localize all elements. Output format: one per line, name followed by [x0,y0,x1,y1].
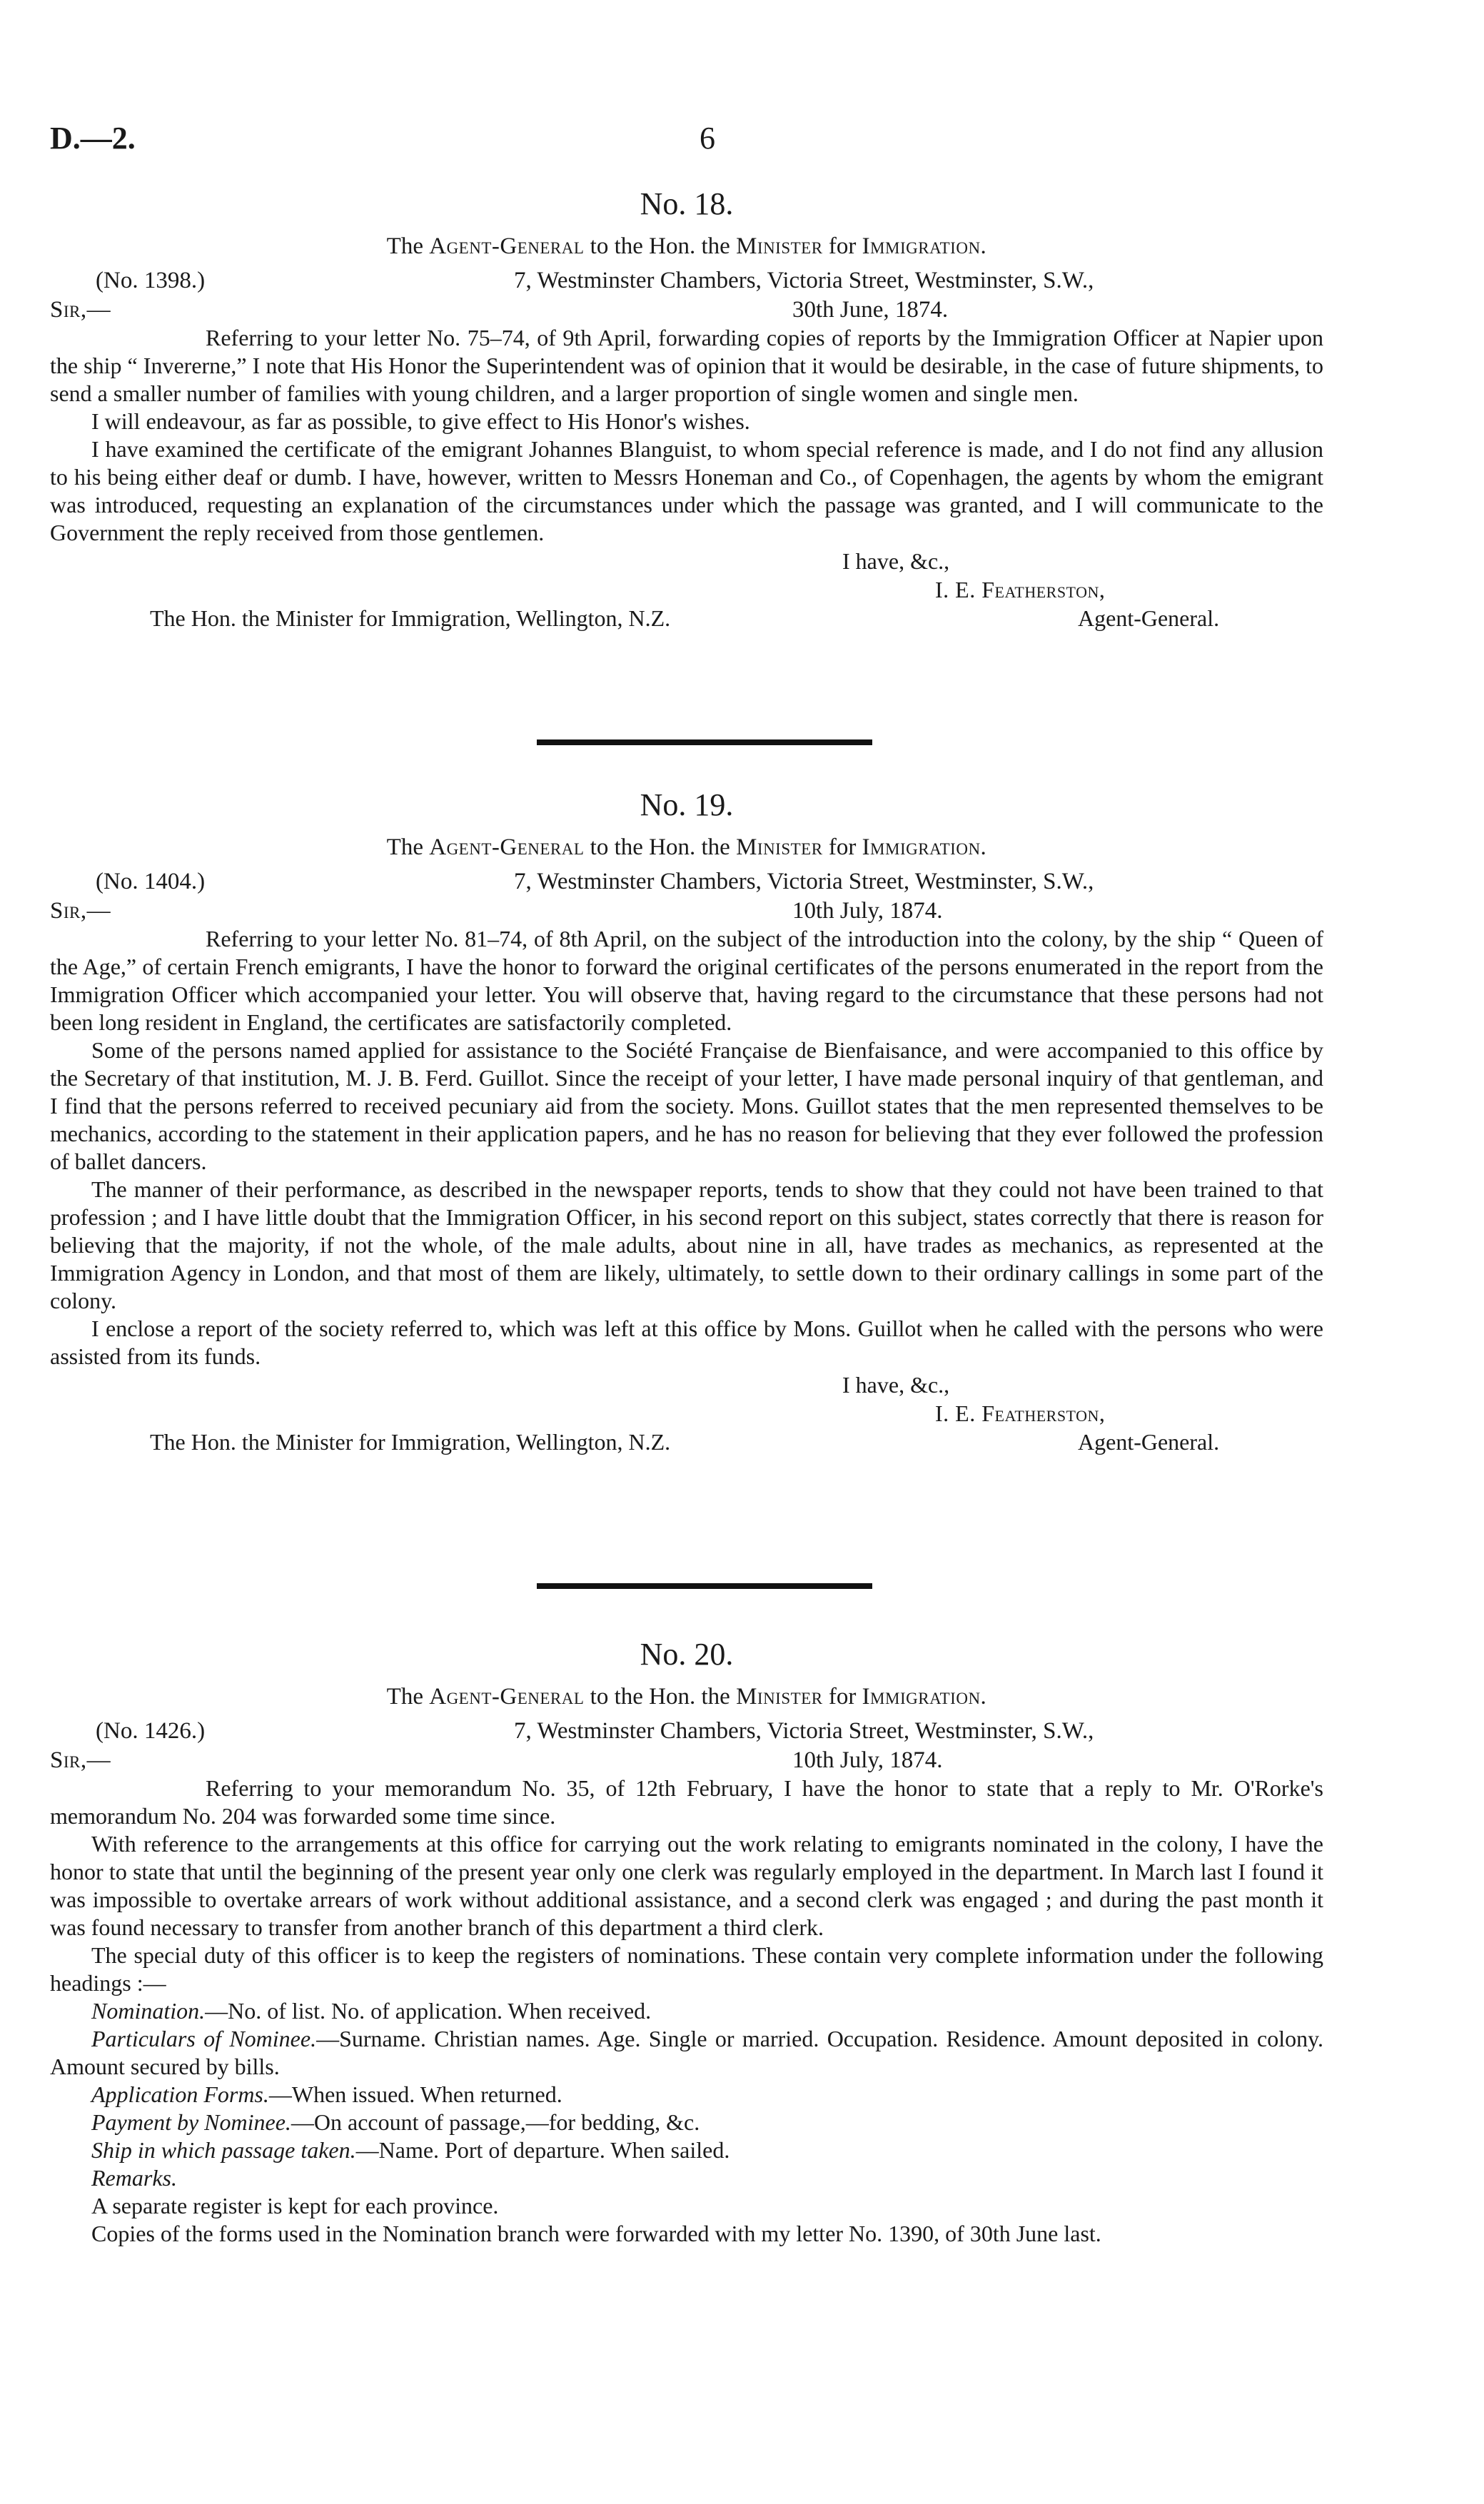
paragraph: The manner of their performance, as described in the newspaper reports, tends to show that they could not have been trained to that profession ; and I have little doubt that the Immigration Officer, in his second report on this subject, states correctly that there is reason for believing that the majority, if not the whole, of the male adults, about nine in all, have trades as mechanics, as represented at the Immigration Agency in London, and that most of them are likely, ultimately, to settle down to their ordinary callings in some part of the colony. [50,1176,1323,1313]
section-divider [537,1583,872,1589]
title-to: Minister [736,834,823,860]
signatory-position: Agent-General. [1078,605,1220,631]
letter-number: No. 20. [640,1637,734,1672]
paragraph: Some of the persons named applied for assistance to the Société Française de Bienfaisance, and were accompanied to this office by the Secretary of that institution, M. J. B. Ferd. Guillot. Since the receipt of your letter, I have made personal inquiry of that gentleman, and I find that the persons referred to received pecuniary aid from the society. Mons. Guillot states that the men represented themselves to be mechanics, according to the statement in their application papers, and he has no reason for believing that they ever followed the profession of ballet dancers. [50,1037,1323,1174]
reference-row [50,1716,1323,1746]
register-heading [50,2025,1323,2081]
letter-20 [50,1635,1323,2248]
heading-text: —Name. Port of departure. When sailed. [355,2137,730,2163]
heading-label: Nomination. [91,1998,206,2024]
title-from: Agent-General [429,233,585,259]
paragraph: Referring to your letter No. 81–74, of 8th April, on the subject of the introduction into the colony, by the ship “ Queen of the Age,” of certain French emigrants, I have the honor to forward the original certificates of the persons enumerated in the report from the Immigration Officer which accompanied your letter. You will observe that, having regard to the circumstance that these persons had not been long resident in England, the certificates are satisfactorily completed. [50,926,1323,1035]
title-to: Minister [736,1684,823,1710]
letter-number: No. 18. [640,186,734,221]
heading-label: Ship in which passage taken. [91,2137,356,2163]
section-divider [537,739,872,745]
signatory-position: Agent-General. [1078,1429,1220,1455]
letter-18 [50,184,1323,632]
document-code: D.—2. [50,121,136,156]
sender-address: 7, Westminster Chambers, Victoria Street, Westminster, S.W., [514,1718,1094,1744]
reference-number: (No. 1426.) [96,1718,206,1744]
title-dept: Immigration. [862,834,987,860]
register-heading [50,1997,1323,2025]
letter-date: 10th July, 1874. [792,1747,943,1773]
salutation: Sir,— [50,898,111,924]
heading-text: —When issued. When returned. [268,2081,562,2107]
reference-number: (No. 1398.) [96,268,206,293]
title-from: Agent-General [429,834,585,860]
heading-label: Application Forms. [91,2081,269,2107]
heading-label: Payment by Nominee. [91,2109,291,2135]
paragraph: The special duty of this officer is to keep the registers of nominations. These contain very complete information under the following headings :— [50,1942,1323,1996]
closing: I have, &c., [842,548,950,574]
title-to-prefix: to the Hon. the [590,1684,730,1710]
paragraph: I have examined the certificate of the emigrant Johannes Blanguist, to whom special reference is made, and I do not find any allusion to his being either deaf or dumb. I have, however, written to Messrs Honeman and Co., of Copenhagen, the agents by whom the emigrant was introduced, requesting an explanation of the circumstances under which the passage was granted, and I will communicate to the Government the reply received from those gentlemen. [50,436,1323,545]
title-to-prefix: to the Hon. the [590,233,730,259]
register-heading [50,2109,1323,2136]
paragraph: Copies of the forms used in the Nomination branch were forwarded with my letter No. 1390, of 30th June last. [91,2221,1101,2246]
signature-block [50,547,1323,632]
title-for: for [828,233,857,259]
signatory: I. E. Featherston, [935,1400,1106,1426]
sender-address: 7, Westminster Chambers, Victoria Street, Westminster, S.W., [514,869,1094,894]
page-number: 6 [700,121,715,156]
letter-body [50,1774,1323,2248]
addressee: The Hon. the Minister for Immigration, Wellington, N.Z. [150,1429,671,1455]
addressee: The Hon. the Minister for Immigration, Wellington, N.Z. [150,605,671,631]
title-dept: Immigration. [862,1684,987,1710]
register-heading [50,2081,1323,2109]
paragraph: I enclose a report of the society referred to, which was left at this office by Mons. Guillot when he called with the persons who were assisted from its funds. [50,1316,1323,1369]
paragraph: Referring to your letter No. 75–74, of 9th April, forwarding copies of reports by the Immigration Officer at Napier upon the ship “ Invererne,” I note that His Honor the Superintendent was of opinion that it would be desirable, in the case of future shipments, to send a smaller number of families with young children, and a larger proportion of single women and single men. [50,325,1323,406]
letter-title: The Agent-General to the Hon. the Minister for Immigration. [386,1684,987,1710]
salutation-row [50,1746,1323,1774]
letter-date: 10th July, 1874. [792,898,943,924]
title-to: Minister [736,233,823,259]
title-from: Agent-General [429,1684,585,1710]
heading-text: —No. of list. No. of application. When received. [205,1998,652,2024]
signature-block [50,1370,1323,1456]
letter-number: No. 19. [640,787,734,822]
title-for: for [828,834,857,860]
reference-row [50,867,1323,897]
register-heading [50,2164,1323,2192]
letter-body [50,324,1323,547]
reference-number: (No. 1404.) [96,869,206,894]
register-heading [50,2136,1323,2164]
paragraph: Referring to your memorandum No. 35, of 12th February, I have the honor to state that a reply to Mr. O'Rorke's memorandum No. 204 was forwarded some time since. [50,1775,1323,1829]
letter-title: The Agent-General to the Hon. the Minister for Immigration. [386,834,987,860]
salutation: Sir,— [50,1747,111,1773]
closing: I have, &c., [842,1372,950,1398]
title-dept: Immigration. [862,233,987,259]
salutation-row [50,897,1323,925]
letter-date: 30th June, 1874. [792,297,949,323]
heading-text: —Surname. Christian names. Age. Single or married. Occupation. Residence. Amount deposited in colony. Amount secured by bills. [50,2026,1323,2079]
paragraph: I will endeavour, as far as possible, to give effect to His Honor's wishes. [91,408,750,434]
reference-row [50,266,1323,296]
letter-body [50,925,1323,1370]
letter-title: The Agent-General to the Hon. the Minister for Immigration. [386,233,987,259]
sender-address: 7, Westminster Chambers, Victoria Street, Westminster, S.W., [514,268,1094,293]
heading-text: —On account of passage,—for bedding, &c. [291,2109,700,2135]
paragraph: A separate register is kept for each province. [91,2193,499,2218]
title-for: for [828,1684,857,1710]
letter-19 [50,785,1323,1456]
title-to-prefix: to the Hon. the [590,834,730,860]
salutation-row [50,296,1323,324]
signatory: I. E. Featherston, [935,577,1106,602]
heading-label: Remarks. [91,2165,177,2191]
salutation: Sir,— [50,297,111,323]
paragraph: With reference to the arrangements at this office for carrying out the work relating to emigrants nominated in the colony, I have the honor to state that until the beginning of the present year only one clerk was regularly employed in the department. In March last I found it was impossible to overtake arrears of work without additional assistance, and a second clerk was engaged ; and during the past month it was found necessary to transfer from another branch of this department a third clerk. [50,1831,1323,1940]
heading-label: Particulars of Nominee. [91,2026,317,2051]
